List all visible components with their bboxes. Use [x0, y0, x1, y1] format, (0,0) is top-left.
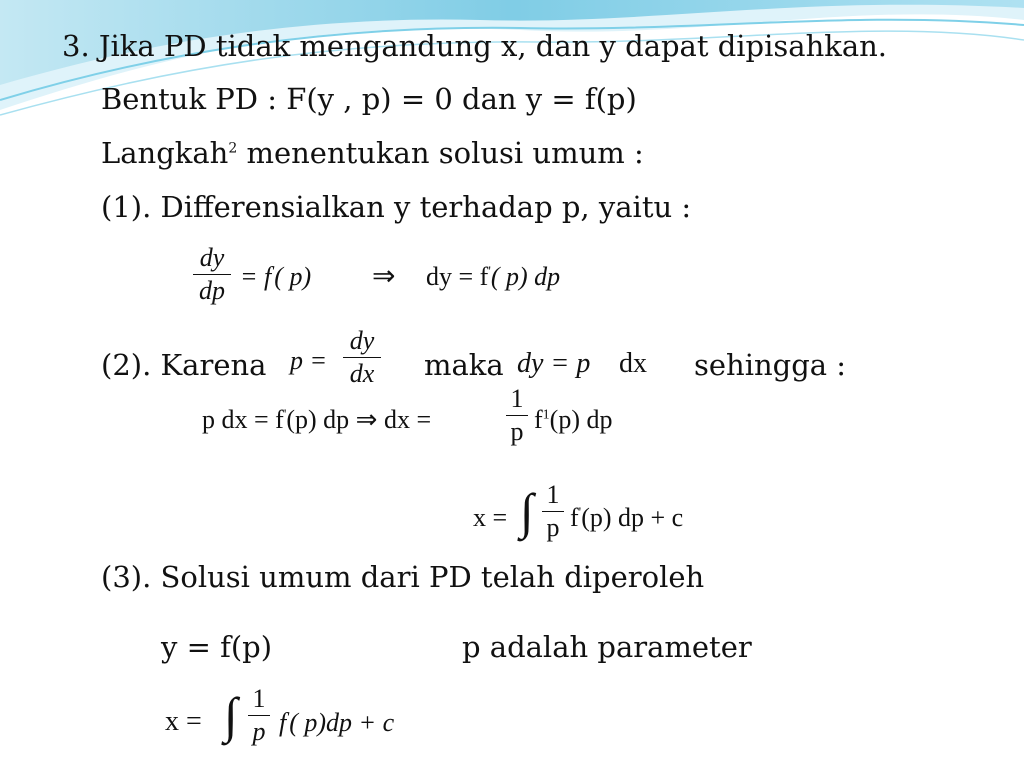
eq4-fraction	[248, 686, 270, 745]
steps-label: Langkah	[101, 136, 229, 170]
step2-maka: maka	[424, 348, 504, 382]
step2-fraction	[343, 328, 381, 387]
eq4-denominator: p	[252, 717, 266, 746]
steps-superscript: 2	[228, 140, 238, 157]
eq3-rhs	[570, 505, 683, 531]
eq4-rhs	[279, 710, 394, 736]
eq2-mid: (p) dp ⇒ dx =	[286, 405, 432, 434]
solution-parameter: p adalah parameter	[462, 630, 752, 664]
eq1-rhs-a: = f	[240, 262, 272, 291]
eq2-rhs	[534, 407, 613, 433]
step2-label: (2). Karena	[101, 348, 267, 382]
eq4-integral-sign: ∫	[224, 687, 238, 743]
eq4-rhs-text: ( p)dp + c	[289, 708, 395, 737]
steps-text: menentukan solusi umum :	[237, 136, 644, 170]
form-line: Bentuk PD : F(y , p) = 0 dan y = f(p)	[101, 82, 637, 116]
step2-numerator: dy	[349, 326, 375, 355]
eq3-denominator: p	[546, 513, 560, 542]
eq3-prime: '	[578, 505, 582, 521]
step2-sehingga: sehingga :	[694, 348, 847, 382]
step2-fraction-bar	[343, 357, 381, 358]
eq1-fraction-bar	[193, 274, 231, 275]
eq2-sup1: 1	[542, 407, 550, 423]
eq1-dy	[426, 264, 560, 290]
eq1-numerator: dy	[199, 243, 225, 272]
eq3-rhs-text: (p) dp + c	[581, 503, 684, 532]
eq1-prime: '	[271, 264, 275, 280]
eq1-fraction	[193, 245, 231, 304]
eq2-lhs-text: p dx = f	[202, 405, 284, 434]
eq3-fraction	[542, 482, 564, 541]
step2-denominator: dx	[349, 359, 375, 388]
steps-line	[101, 136, 644, 170]
eq3-numerator: 1	[546, 480, 560, 509]
eq2-f: f	[534, 405, 543, 434]
eq2-prime: '	[283, 407, 287, 423]
step2-p-eq: p =	[290, 346, 328, 375]
eq4-f: f	[279, 708, 287, 737]
solution-y: y = f(p)	[161, 630, 273, 664]
eq4-numerator: 1	[252, 684, 266, 713]
eq1-implies: ⇒	[372, 261, 396, 292]
step2-dy-eq: dy = p	[517, 348, 591, 379]
eq2-rhs-text: (p) dp	[549, 405, 613, 434]
eq1-denominator: dp	[199, 276, 225, 305]
eq2-fraction	[506, 386, 528, 445]
eq4-fraction-bar	[248, 715, 270, 716]
eq3-integral-sign: ∫	[520, 483, 534, 539]
eq2-fraction-bar	[506, 415, 528, 416]
eq1-dy-rhs: ( p) dp	[490, 262, 561, 291]
eq2-denominator: p	[510, 417, 524, 446]
eq1-dy-lhs: dy = f	[426, 262, 489, 291]
eq3-x-eq: x =	[473, 503, 508, 532]
step1-line: (1). Differensialkan y terhadap p, yaitu :	[101, 190, 692, 224]
eq1-prime2: '	[488, 264, 491, 280]
eq2-numerator: 1	[510, 384, 524, 413]
eq3-fraction-bar	[542, 511, 564, 512]
eq4-x-eq: x =	[165, 706, 202, 737]
step3-line: (3). Solusi umum dari PD telah diperoleh	[101, 560, 705, 594]
eq1-rhs-b: ( p)	[274, 262, 312, 291]
eq2-lhs	[202, 407, 431, 433]
step2-dx: dx	[619, 348, 647, 379]
eq4-prime: '	[286, 710, 290, 726]
eq3-f: f	[570, 503, 579, 532]
eq1-rhs	[240, 264, 311, 290]
heading-line: 3. Jika PD tidak mengandung x, dan y dapat dipisahkan.	[62, 29, 887, 63]
